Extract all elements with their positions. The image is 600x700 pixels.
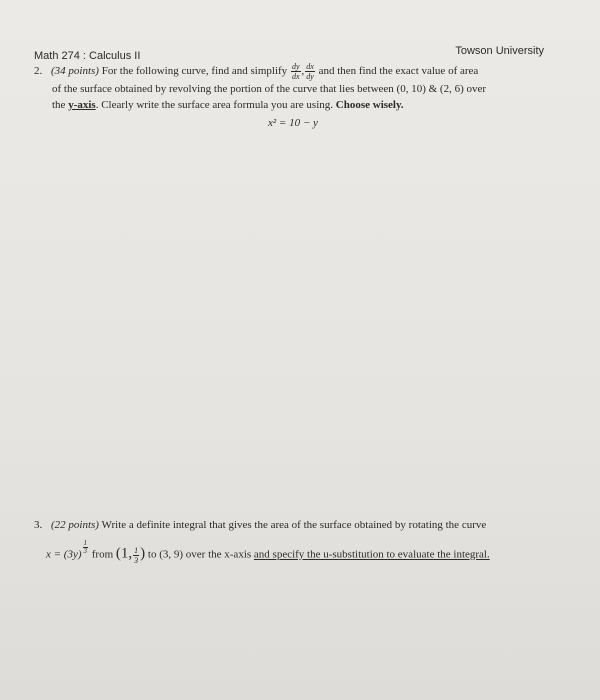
derivative-dx-dy-num: dx xyxy=(306,62,314,71)
question-3-point-1-den: 3 xyxy=(134,555,139,565)
question-3-from: from xyxy=(91,548,114,561)
question-3-point-1-frac xyxy=(133,546,139,565)
question-2-line-3-mid: . Clearly write the surface area formula you are using. xyxy=(95,99,334,111)
course-title: Math 274 : Calculus II xyxy=(34,50,141,62)
question-3-curve: x = (3y) xyxy=(46,548,82,561)
question-3-exponent xyxy=(83,540,89,555)
question-2-line-3 xyxy=(52,99,404,111)
question-3-line-1 xyxy=(34,519,486,531)
question-2-number: 2. xyxy=(34,65,43,78)
derivative-dy-dx xyxy=(291,62,301,81)
question-2-points: (34 points) xyxy=(51,65,99,78)
question-3-number: 3. xyxy=(34,519,43,531)
question-3-exponent-den: 3 xyxy=(83,547,88,555)
question-2-line-1 xyxy=(34,62,478,81)
institution-name: Towson University xyxy=(455,45,544,57)
question-3-point-1-num: 1 xyxy=(134,545,139,555)
question-3-line-2 xyxy=(46,540,490,565)
derivative-dy-dx-num: dy xyxy=(291,62,300,71)
question-2-text-a: For the following curve, find and simplify xyxy=(101,65,288,78)
question-3-point-1-close: ) xyxy=(140,545,146,562)
question-2-text-b: and then find the exact value of area xyxy=(318,65,479,78)
derivative-dx-dy-den: dy xyxy=(306,72,314,81)
question-2-instruction: Choose wisely. xyxy=(335,99,404,111)
question-3-points: (22 points) xyxy=(51,519,99,531)
question-3-point-1-open: (1, xyxy=(115,545,133,562)
question-3-to: to (3, 9) over the x-axis xyxy=(147,548,252,561)
derivative-dy-dx-den: dx xyxy=(291,72,300,81)
derivative-dx-dy xyxy=(305,62,315,81)
question-3-exponent-num: 1 xyxy=(83,539,88,547)
derivative-comma: , xyxy=(301,65,305,78)
question-2-axis: y-axis xyxy=(68,99,96,111)
question-2-line-3-pre: the xyxy=(52,99,66,111)
question-2-line-2: of the surface obtained by revolving the portion of the curve that lies between (0, 10) & (2, 6) over xyxy=(52,83,487,95)
question-3-substitution: and specify the u-substitution to evaluate the integral. xyxy=(253,548,490,561)
curve-equation: x² = 10 − y xyxy=(268,117,318,129)
question-3-text-a: Write a definite integral that gives the area of the surface obtained by rotating the curve xyxy=(101,519,487,531)
